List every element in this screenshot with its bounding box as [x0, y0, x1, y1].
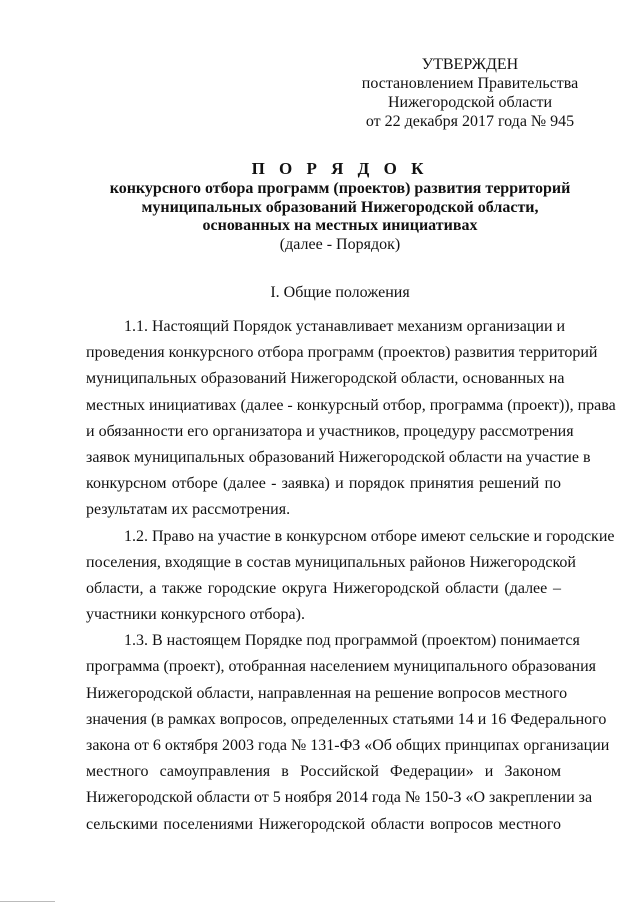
approval-stamp [340, 55, 600, 131]
paragraph-line: заявок муниципальных образований Нижегородской области на участие в [86, 448, 591, 466]
paragraph-line: области, а также городские округа Нижегородской области (далее – [86, 579, 561, 597]
title-note: (далее - Порядок) [279, 235, 401, 253]
paragraph-line: 1.2. Право на участие в конкурсном отборе имеют сельские и городские [124, 527, 615, 545]
paragraph-line: конкурсном отборе (далее - заявка) и порядок принятия решений по [86, 475, 561, 493]
approval-line: постановлением Правительства [361, 75, 579, 92]
paragraph-line: местных инициативах (далее - конкурсный отбор, программа (проект)), права [86, 396, 616, 414]
paragraph-line: 1.3. В настоящем Порядке под программой (проектом) понимается [124, 632, 580, 650]
document-title [60, 158, 620, 254]
approval-line: Нижегородской области [387, 94, 552, 111]
paragraph-line: сельскими поселениями Нижегородской области вопросов местного [86, 815, 561, 833]
paragraph-line: и обязанности его организатора и участников, процедуру рассмотрения [86, 422, 574, 440]
paragraph-line: значения (в рамках вопросов, определенных статьями 14 и 16 Федерального [86, 710, 607, 728]
document-body [86, 316, 616, 840]
paragraph-line: Нижегородской области, направленная на решение вопросов местного [86, 684, 568, 702]
title-subtitle-line: конкурсного отбора программ (проектов) развития территорий [109, 180, 571, 197]
approval-line: от 22 декабря 2017 года № 945 [365, 113, 575, 130]
section-heading: I. Общие положения [270, 284, 410, 301]
paragraph [86, 526, 615, 631]
approval-heading: УТВЕРЖДЕН [421, 56, 519, 73]
paragraph-line: местного самоуправления в Российской Федерации» и Законом [86, 763, 561, 781]
paragraph-line: результатам их рассмотрения. [86, 501, 291, 519]
paragraph-line: программа (проект), отобранная населением муниципального образования [86, 658, 597, 676]
paragraph-line: участники конкурсного отбора). [86, 606, 305, 624]
paragraph [86, 630, 610, 840]
paragraph-line: 1.1. Настоящий Порядок устанавливает механизм организации и [124, 318, 566, 335]
paragraph-line: поселения, входящие в состав муниципальных районов Нижегородской [86, 553, 576, 571]
paragraph-line: проведения конкурсного отбора программ (проектов) развития территорий [86, 344, 598, 362]
title-subtitle-line: муниципальных образований Нижегородской области, [141, 198, 539, 216]
paragraph [86, 316, 616, 526]
paragraph-line: Нижегородской области от 5 ноября 2014 года № 150-З «О закреплении за [86, 789, 593, 807]
title-subtitle-line: основанных на местных инициативах [202, 217, 478, 234]
paragraph-line: муниципальных образований Нижегородской области, основанных на [86, 370, 565, 388]
paragraph-line: закона от 6 октября 2003 года № 131-ФЗ «Об общих принципах организации [86, 737, 610, 754]
title-main: П О Р Я Д О К [251, 159, 429, 178]
scan-artifact-line [0, 901, 55, 902]
